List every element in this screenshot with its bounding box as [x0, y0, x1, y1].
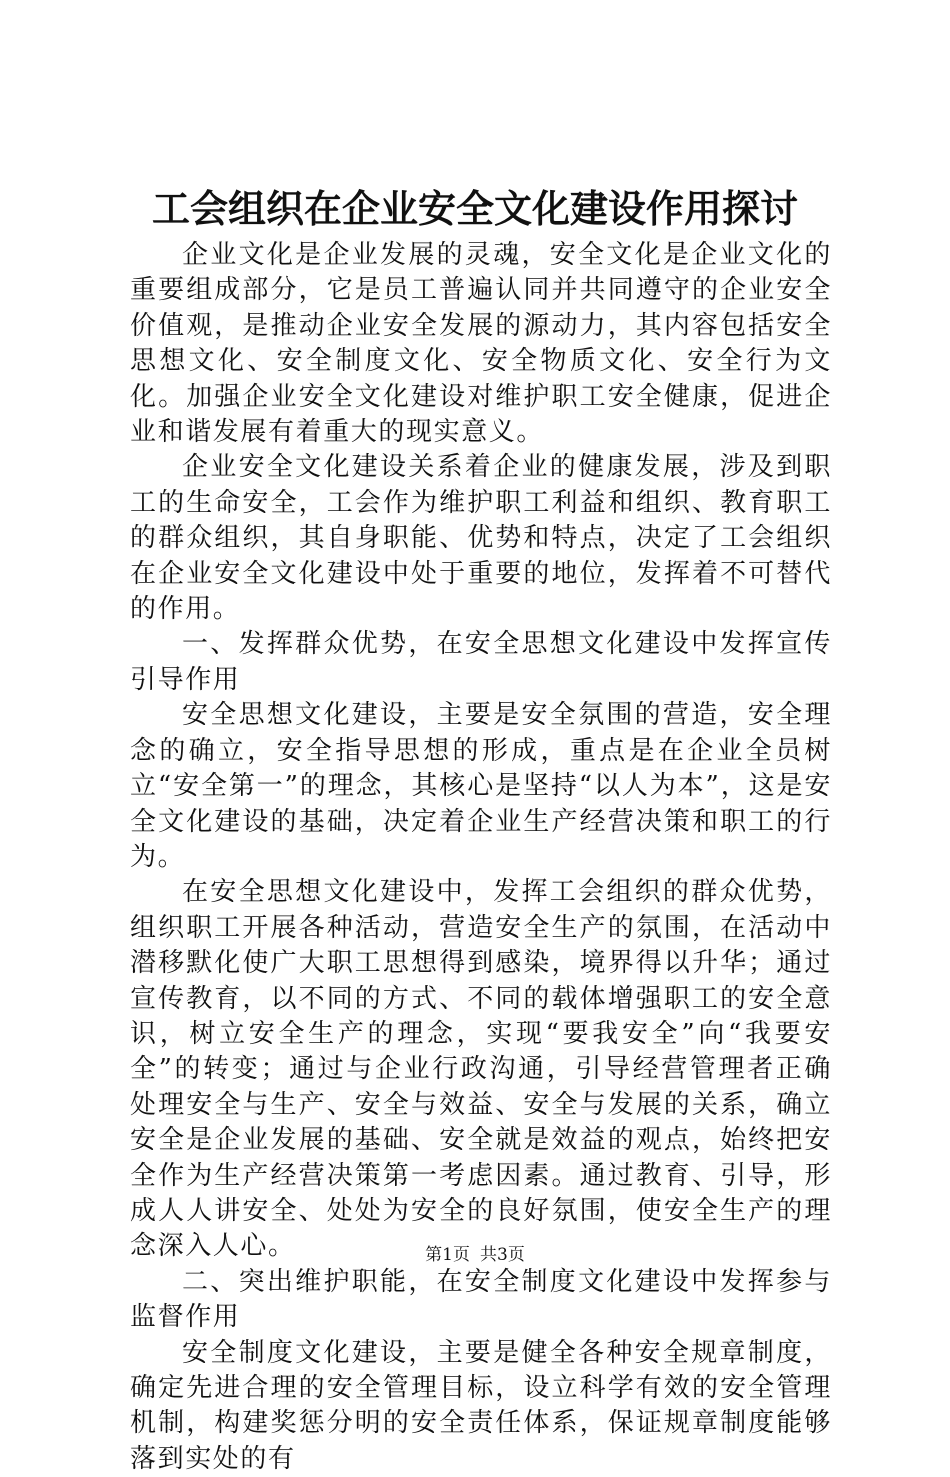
paragraph-thought-culture-detail: 在安全思想文化建设中，发挥工会组织的群众优势，组织职工开展各种活动，营造安全生产的氛围，在活动中潜移默化使广大职工思想得到感染，境界得以升华；通过宣传教育，以不同的方式、不同的载体增强职工的安全意识，树立安全生产的理念，实现“要我安全”向“我要安全”的转变；通过与企业行政沟通，引导经营管理者正确处理安全与生产、安全与效益、安全与发展的关系，确立安全是企业发展的基础、安全就是效益的观点，始终把安全作为生产经营决策第一考虑因素。通过教育、引导，形成人人讲安全、处处为安全的良好氛围，使安全生产的理念深入人心。 — [130, 877, 832, 1262]
paragraph-system-culture: 安全制度文化建设，主要是健全各种安全规章制度，确定先进合理的安全管理目标，设立科学有效的安全管理机制，构建奖惩分明的安全责任体系，保证规章制度能够落到实处的有 — [130, 1337, 832, 1474]
document-body — [130, 238, 832, 1477]
paragraph-role: 企业安全文化建设关系着企业的健康发展，涉及到职工的生命安全，工会作为维护职工利益和组织、教育职工的群众组织，其自身职能、优势和特点，决定了工会组织在企业安全文化建设中处于重要的地位，发挥着不可替代的作用。 — [130, 452, 832, 625]
page-total: 共3页 — [480, 1245, 525, 1265]
paragraph-thought-culture: 安全思想文化建设，主要是安全氛围的营造，安全理念的确立，安全指导思想的形成，重点是在企业全员树立“安全第一”的理念，其核心是坚持“以人为本”，这是安全文化建设的基础，决定着企业生产经营决策和职工的行为。 — [130, 700, 832, 872]
section-heading-2: 二、突出维护职能，在安全制度文化建设中发挥参与监督作用 — [130, 1266, 832, 1333]
section-heading-1: 一、发挥群众优势，在安全思想文化建设中发挥宣传引导作用 — [130, 629, 832, 695]
page-footer — [0, 1244, 950, 1266]
document-title: 工会组织在企业安全文化建设作用探讨 — [151, 186, 798, 231]
page-number: 第1页 — [425, 1245, 470, 1265]
paragraph-intro: 企业文化是企业发展的灵魂，安全文化是企业文化的重要组成部分，它是员工普遍认同并共同遵守的企业安全价值观，是推动企业安全发展的源动力，其内容包括安全思想文化、安全制度文化、安全物质文化、安全行为文化。加强企业安全文化建设对维护职工安全健康，促进企业和谐发展有着重大的现实意义。 — [130, 240, 832, 448]
